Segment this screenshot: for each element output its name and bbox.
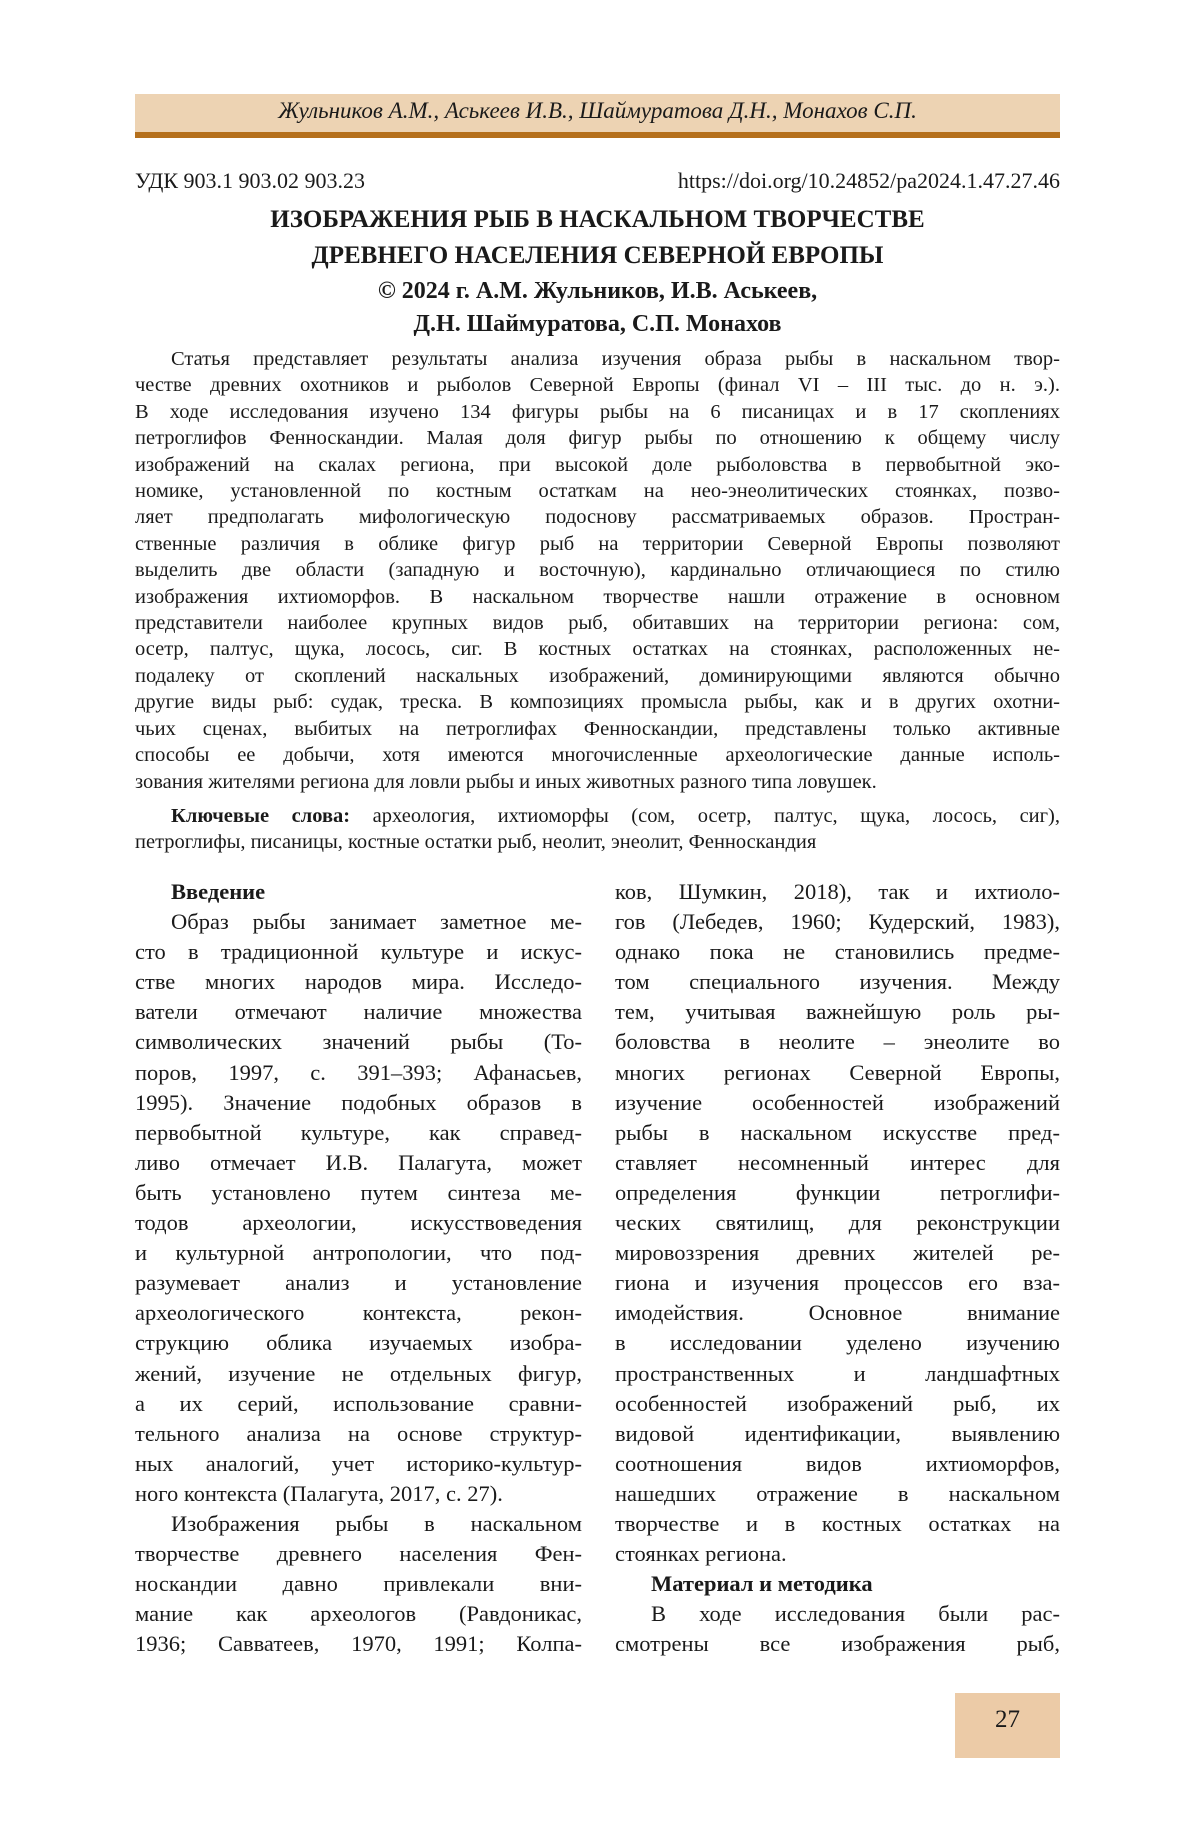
text-line: соотношения видов ихтиоморфов, (615, 1449, 1060, 1479)
text-line: имодействия. Основное внимание (615, 1298, 1060, 1328)
text-line: рыбы в наскальном искусстве пред- (615, 1118, 1060, 1148)
text-line: Изображения рыбы в наскальном (135, 1509, 582, 1539)
text-line: ков, Шумкин, 2018), так и ихтиоло- (615, 877, 1060, 907)
text-line: смотрены все изображения рыб, (615, 1629, 1060, 1659)
text-line: в исследовании уделено изучению (615, 1328, 1060, 1358)
text-line: творчестве и в костных остатках на (615, 1509, 1060, 1539)
section-heading: Материал и методика (615, 1569, 1060, 1599)
text-line: нашедших отражение в наскальном (615, 1479, 1060, 1509)
text-line: и культурной антропологии, что под- (135, 1238, 582, 1268)
text-line: В ходе исследования были рас- (615, 1599, 1060, 1629)
text-line: чьих сценах, выбитых на петроглифах Фенноскандии, представлены только активные (135, 716, 1060, 742)
text-line: а их серий, использование сравни- (135, 1389, 582, 1419)
page-number: 27 (955, 1706, 1060, 1734)
authors-line-2: Д.Н. Шаймуратова, С.П. Монахов (135, 311, 1060, 338)
keywords (135, 803, 1060, 856)
text-line: творчестве древнего населения Фен- (135, 1539, 582, 1569)
body-column-right (615, 877, 1060, 1659)
text-line: мание как археологов (Равдоникас, (135, 1599, 582, 1629)
text-line: Образ рыбы занимает заметное ме- (135, 907, 582, 937)
text-line: тем, учитывая важнейшую роль ры- (615, 997, 1060, 1027)
section-heading: Введение (135, 877, 582, 907)
text-line: особенностей изображений рыб, их (615, 1389, 1060, 1419)
text-line: пространственных и ландшафтных (615, 1359, 1060, 1389)
text-line: поров, 1997, с. 391–393; Афанасьев, (135, 1058, 582, 1088)
running-header-authors: Жульников А.М., Аськеев И.В., Шаймуратова Д.Н., Монахов С.П. (135, 98, 1060, 124)
text-line: способы ее добычи, хотя имеются многочисленные археологические данные исполь- (135, 742, 1060, 768)
text-line: честве древних охотников и рыболов Северной Европы (финал VI – III тыс. до н. э.). (135, 372, 1060, 398)
text-line: 1995). Значение подобных образов в (135, 1088, 582, 1118)
doi-link[interactable]: https://doi.org/10.24852/pa2024.1.47.27.46 (678, 168, 1060, 194)
abstract (135, 346, 1060, 795)
text-line: представители наиболее крупных видов рыб, обитавших на территории региона: сом, (135, 610, 1060, 636)
text-line: изображений на скалах региона, при высокой доле рыболовства в первобытной эко- (135, 452, 1060, 478)
text-line: изображения ихтиоморфов. В наскальном творчестве нашли отражение в основном (135, 584, 1060, 610)
text-line: ных аналогий, учет историко-культур- (135, 1449, 582, 1479)
text-line: номике, установленной по костным остаткам на нео-энеолитических стоянках, позво- (135, 478, 1060, 504)
text-line: том специального изучения. Между (615, 967, 1060, 997)
text-line: стве многих народов мира. Исследо- (135, 967, 582, 997)
text-line: струкцию облика изучаемых изобра- (135, 1328, 582, 1358)
article-title-line-1: ИЗОБРАЖЕНИЯ РЫБ В НАСКАЛЬНОМ ТВОРЧЕСТВЕ (135, 206, 1060, 234)
keywords-label: Ключевые слова: (171, 805, 350, 827)
text-line: видовой идентификации, выявлению (615, 1419, 1060, 1449)
text-line: ляет предполагать мифологическую подоснову рассматриваемых образов. Простран- (135, 504, 1060, 530)
text-line: другие виды рыб: судак, треска. В композициях промысла рыбы, как и в других охотни- (135, 689, 1060, 715)
text-line: изучение особенностей изображений (615, 1088, 1060, 1118)
text-line: стоянках региона. (615, 1539, 1060, 1569)
text-line: жений, изучение не отдельных фигур, (135, 1359, 582, 1389)
text-line: мировоззрения древних жителей ре- (615, 1238, 1060, 1268)
text-line: разумевает анализ и установление (135, 1268, 582, 1298)
text-line: боловства в неолите – энеолите во (615, 1027, 1060, 1057)
text-line: подалеку от скоплений наскальных изображений, доминирующими являются обычно (135, 663, 1060, 689)
text-line: первобытной культуре, как справед- (135, 1118, 582, 1148)
running-header-stripe (135, 132, 1060, 138)
text-line: ставляет несомненный интерес для (615, 1148, 1060, 1178)
text-line: тельного анализа на основе структур- (135, 1419, 582, 1449)
text-line: определения функции петроглифи- (615, 1178, 1060, 1208)
text-line: ственные различия в облике фигур рыб на территории Северной Европы позволяют (135, 531, 1060, 557)
text-line: однако пока не становились предме- (615, 937, 1060, 967)
text-line: ческих святилищ, для реконструкции (615, 1208, 1060, 1238)
keywords-line-2: петроглифы, писаницы, костные остатки рыб, неолит, энеолит, Фенноскандия (135, 829, 1060, 855)
text-line: символических значений рыбы (То- (135, 1027, 582, 1057)
text-line: В ходе исследования изучено 134 фигуры рыбы на 6 писаницах и в 17 скоплениях (135, 399, 1060, 425)
text-line: ливо отмечает И.В. Палагута, может (135, 1148, 582, 1178)
text-line: выделить две области (западную и восточную), кардинально отличающиеся по стилю (135, 557, 1060, 583)
text-line: 1936; Савватеев, 1970, 1991; Колпа- (135, 1629, 582, 1659)
body-column-left (135, 877, 582, 1659)
text-line: многих регионах Северной Европы, (615, 1058, 1060, 1088)
text-line: гиона и изучения процессов его вза- (615, 1268, 1060, 1298)
text-line: быть установлено путем синтеза ме- (135, 1178, 582, 1208)
text-line: сто в традиционной культуре и искус- (135, 937, 582, 967)
text-line: ного контекста (Палагута, 2017, с. 27). (135, 1479, 582, 1509)
keywords-line-1: археология, ихтиоморфы (сом, осетр, палтус, щука, лосось, сиг), (350, 805, 1060, 827)
text-line: ватели отмечают наличие множества (135, 997, 582, 1027)
text-line: носкандии давно привлекали вни- (135, 1569, 582, 1599)
text-line: Статья представляет результаты анализа изучения образа рыбы в наскальном твор- (135, 346, 1060, 372)
text-line: археологического контекста, рекон- (135, 1298, 582, 1328)
article-title-line-2: ДРЕВНЕГО НАСЕЛЕНИЯ СЕВЕРНОЙ ЕВРОПЫ (135, 242, 1060, 270)
text-line: гов (Лебедев, 1960; Кудерский, 1983), (615, 907, 1060, 937)
text-line: тодов археологии, искусствоведения (135, 1208, 582, 1238)
authors-line-1: © 2024 г. А.М. Жульников, И.В. Аськеев, (135, 278, 1060, 305)
udk-code: УДК 903.1 903.02 903.23 (135, 168, 365, 194)
text-line: осетр, палтус, щука, лосось, сиг. В костных остатках на стоянках, расположенных не- (135, 636, 1060, 662)
text-line: зования жителями региона для ловли рыбы и иных животных разного типа ловушек. (135, 769, 1060, 795)
text-line: петроглифов Фенноскандии. Малая доля фигур рыбы по отношению к общему числу (135, 425, 1060, 451)
